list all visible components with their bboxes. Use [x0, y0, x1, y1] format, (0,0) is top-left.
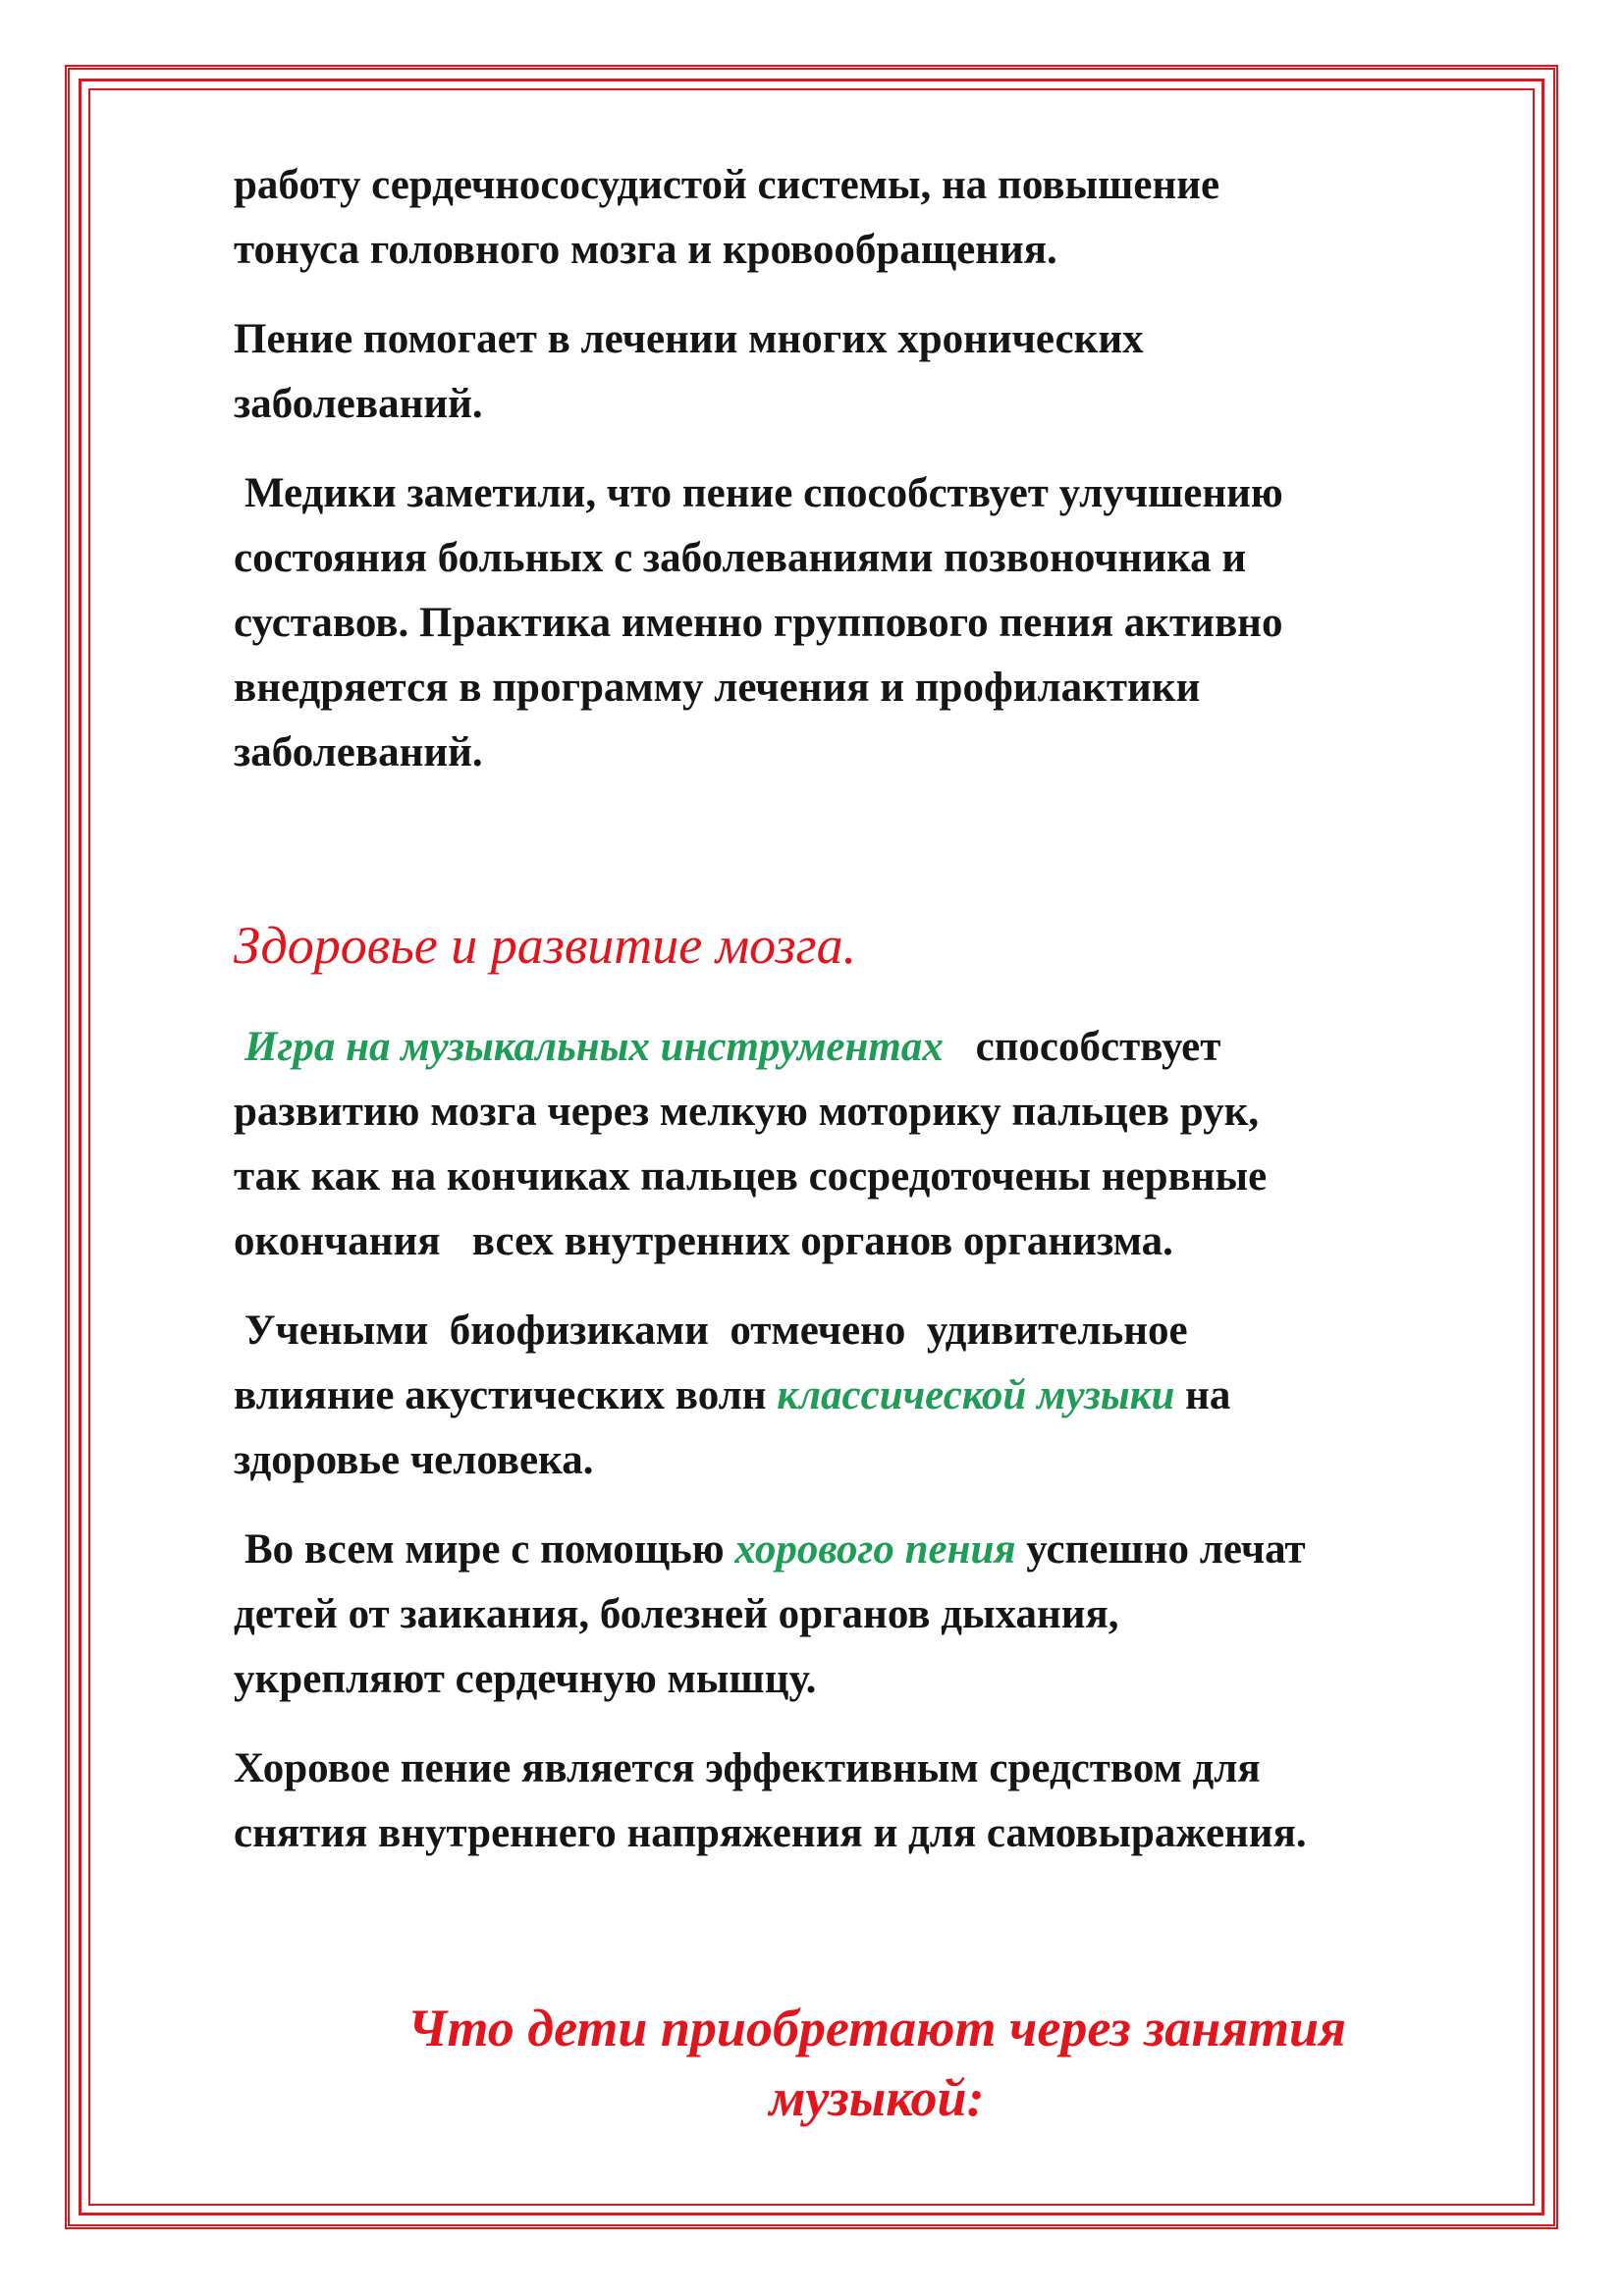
paragraph-choral-effect: [234, 1736, 1510, 1866]
final-heading-line: Что дети приобретают через занятия: [407, 1999, 1346, 2057]
paragraph-line: детей от заикания, болезней органов дыхания,: [234, 1591, 1119, 1637]
paragraph-line: заболеваний.: [234, 381, 483, 427]
paragraph-line: так как на кончиках пальцев сосредоточены нервные: [234, 1153, 1268, 1200]
paragraph-line: способствует: [975, 1024, 1221, 1070]
highlight-text: классической музыки: [777, 1372, 1175, 1418]
paragraph-line: Учеными биофизиками отмечено удивительное: [244, 1308, 1188, 1354]
paragraph-instruments: [234, 1015, 1510, 1274]
paragraph-line: состояния больных с заболеваниями позвоночника и: [234, 535, 1247, 581]
paragraph-medics: [234, 461, 1510, 785]
paragraph-line: снятия внутреннего напряжения и для самовыражения.: [234, 1810, 1307, 1856]
paragraph-line: тонуса головного мозга и кровообращения.: [234, 227, 1057, 273]
final-heading-line: музыкой:: [769, 2068, 985, 2127]
paragraph-line: внедряется в программу лечения и профилактики: [234, 665, 1201, 711]
paragraph-cardio: [234, 153, 1510, 283]
paragraph-line: суставов. Практика именно группового пения активно: [234, 600, 1283, 646]
paragraph-biophysicists: [234, 1299, 1510, 1493]
paragraph-line: Пение помогает в лечении многих хронических: [234, 316, 1144, 362]
paragraph-line: укрепляют сердечную мышцу.: [234, 1656, 817, 1702]
paragraph-line: влияние акустических волн: [234, 1372, 778, 1418]
paragraph-line: развитию мозга через мелкую моторику пальцев рук,: [234, 1089, 1260, 1135]
paragraph-line: здоровье человека.: [234, 1437, 594, 1483]
highlight-text: Игра на музыкальных инструментах: [244, 1024, 944, 1070]
paragraph-line: Во всем мире с помощью: [244, 1526, 735, 1573]
paragraph-line: Хоровое пение является эффективным средством для: [234, 1745, 1261, 1791]
paragraph-line: окончания всех внутренних органов организма.: [234, 1218, 1173, 1264]
paragraph-line: успешно лечат: [1015, 1526, 1306, 1573]
paragraph-line: работу сердечнососудистой системы, на повышение: [234, 162, 1220, 208]
document-body: [234, 153, 1510, 2133]
final-heading: [234, 1994, 1510, 2133]
highlight-text: хорового пения: [734, 1526, 1016, 1573]
paragraph-chronic: [234, 307, 1510, 437]
paragraph-choral-world: [234, 1518, 1510, 1712]
paragraph-line: заболеваний.: [234, 729, 483, 775]
paragraph-line: Медики заметили, что пение способствует улучшению: [244, 470, 1283, 516]
paragraph-line: на: [1174, 1372, 1231, 1418]
section-heading: Здоровье и развитие мозга.: [234, 916, 857, 975]
